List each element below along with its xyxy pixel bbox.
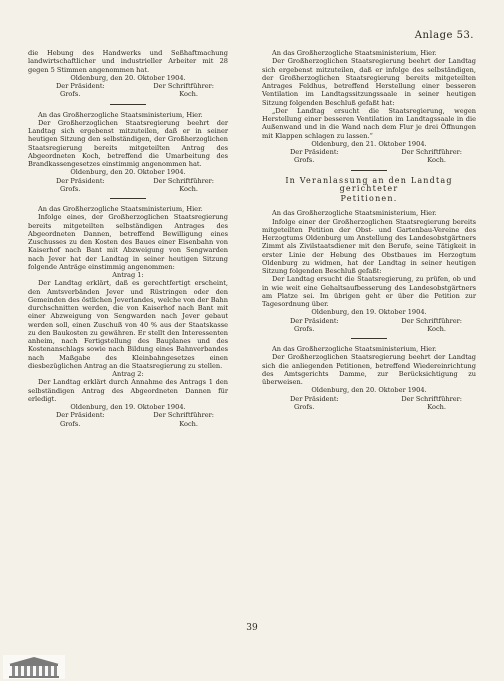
date-line: Oldenburg, den 19. Oktober 1904.: [70, 403, 186, 411]
signature-titles: [28, 411, 228, 419]
left-intro-paragraph: die Hebung des Handwerks und Seßhaftmachung landwirtschaftlicher und industrieller Arbeiter mit 28 gegen 5 Stimmen angenommen hat.: [28, 49, 228, 74]
date-line: Oldenburg, den 21. Oktober 1904.: [311, 139, 427, 148]
library-building-logo: [3, 655, 65, 679]
signature-names: [262, 325, 476, 333]
date-line: Oldenburg, den 20. Oktober 1904.: [70, 168, 186, 177]
secretary-name: Koch.: [427, 402, 446, 411]
letter-body: Der Großherzoglichen Staatsregierung beehrt der Landtag sich die anliegenden Petitionen, betreffend Wiedereinrichtung des Amtsgerichts Damme, zur Berücksichtigung zu überweisen.: [262, 353, 476, 386]
secretary-title: Der Schriftführer:: [401, 148, 462, 156]
date-line: Oldenburg, den 19. Oktober 1904.: [311, 308, 427, 317]
address-line: An das Großherzogliche Staatsministerium, Hier.: [272, 49, 437, 57]
section-divider: [351, 170, 387, 171]
secretary-name: Koch.: [427, 156, 446, 165]
motion-title: Antrag 1:: [112, 271, 144, 279]
section-heading: In Veranlassung an den Landtag gerichteter: [285, 175, 453, 193]
letter-body: Infolge einer der Großherzoglichen Staatsregierung bereits mitgeteilten Petition der Obst- und Gartenbau-Vereine des Herzogtums Oldenburg um Anstellung des Landesobstgärtners Zimmt als Zivilstaatsdiener mit den Berufe, seine Tätigkeit in erster Linie der Hebung des Obstbaues im Herzogtum Oldenburg zu widmen, hat der Landtag in seiner heutigen Sitzung folgenden Beschluß gefaßt:: [262, 217, 476, 275]
address-line: An das Großherzogliche Staatsministerium, Hier.: [272, 209, 437, 218]
president-name: Grofs.: [294, 156, 315, 165]
section-heading-petitions: Petitionen.: [340, 194, 398, 203]
president-name: Grofs.: [294, 402, 315, 411]
section-divider: [110, 198, 146, 199]
signature-titles: [262, 148, 476, 156]
section-divider: [110, 104, 146, 105]
section-divider: [351, 338, 387, 339]
signature-names: [28, 90, 228, 98]
resolution-quote: Der Landtag ersucht die Staatsregierung, zu prüfen, ob und in wie weit eine Gehaltsaufbesserung des Landesobstgärtners am Platze sei. Im übrigen geht er über die Petition zur Tagesordnung über.: [262, 275, 476, 308]
secretary-title: Der Schriftführer:: [153, 82, 214, 90]
signature-names: [28, 420, 228, 428]
page-number: 39: [246, 623, 258, 633]
secretary-name: Koch.: [179, 184, 198, 193]
signature-names: [28, 185, 228, 193]
secretary-title: Der Schriftführer:: [153, 176, 214, 185]
signature-titles: [28, 177, 228, 185]
secretary-title: Der Schriftführer:: [401, 394, 462, 403]
president-title: Der Präsident:: [290, 394, 339, 403]
secretary-name: Koch.: [427, 324, 446, 333]
right-column: [262, 49, 476, 411]
signature-titles: [262, 395, 476, 403]
resolution-quote: „Der Landtag ersucht die Staatsregierung, wegen Herstellung einer besseren Ventilation im Landtagssaale in die Außenwand und in die Wand nach dem Flur je drei Öffnungen mit Klappen schlagen zu lassen.“: [262, 106, 476, 140]
president-name: Grofs.: [60, 419, 81, 428]
letter-body: Der Großherzoglichen Staatsregierung beehrt der Landtag sich ergebenst mitzuteilen, daß er in seiner heutigen Sitzung den selbständigen, der Großherzoglichen Staatsregierung bereits mitgeteilten Antrag des Abgeordneten Koch, betreffend die Umarbeitung des Brandkassengesetzes einstimmig angenommen hat.: [28, 118, 228, 168]
president-title: Der Präsident:: [56, 82, 105, 90]
date-line: Oldenburg, den 20. Oktober 1904.: [70, 73, 186, 82]
motion-text: Der Landtag erklärt durch Annahme des Antrags 1 den selbständigen Antrag des Abgeordneten Dannen für erledigt.: [28, 378, 228, 403]
secretary-title: Der Schriftführer:: [153, 411, 214, 420]
annex-label: Anlage 53.: [414, 30, 474, 41]
president-name: Grofs.: [60, 184, 81, 193]
president-title: Der Präsident:: [290, 148, 339, 156]
secretary-name: Koch.: [179, 419, 198, 428]
signature-titles: [262, 317, 476, 325]
date-line: Oldenburg, den 20. Oktober 1904.: [311, 386, 427, 395]
signature-names: [262, 403, 476, 411]
president-name: Grofs.: [60, 90, 81, 99]
signature-titles: [28, 82, 228, 90]
secretary-title: Der Schriftführer:: [401, 316, 462, 325]
address-line: An das Großherzogliche Staatsministerium, Hier.: [272, 345, 437, 353]
motion-text: Der Landtag erklärt, daß es gerechtfertigt erscheint, den Amtsverbänden Jever und Rüstringen oder den Gemeinden des östlichen Jeverlandes, welche von der Bahn durchschnitten werden, die von Kaiserhof nach Bant mit einer Abzweigung von Sengwarden nach Jever gebaut werden soll, einen Zuschuß von 40 % aus der Staatskasse zu den Baukosten zu gewähren. Er stellt den Interessenten anheim, nach Fertigstellung des Bauplanes und des Kostenanschlags sowie nach Bildung eines Bahnverbandes nach Maßgabe des Kleinbahngesetzes einen diesbezüglichen Antrag an die Staatsregierung zu stellen.: [28, 279, 228, 370]
president-title: Der Präsident:: [56, 411, 105, 420]
address-line: An das Großherzogliche Staatsministerium, Hier.: [38, 110, 203, 119]
left-column: [28, 49, 228, 428]
signature-names: [262, 156, 476, 164]
letter-body: Der Großherzoglichen Staatsregierung beehrt der Landtag sich ergebenst mitzuteilen, daß er infolge des selbständigen, der Großherzoglichen Staatsregierung bereits mitgeteilten Antrages Feldhus, betreffend Herstellung einer besseren Ventilation im Landtagssitzungssaale in seiner heutigen Sitzung folgenden Beschluß gefaßt hat:: [262, 57, 476, 107]
secretary-name: Koch.: [179, 90, 198, 99]
letter-body: Infolge eines, der Großherzoglichen Staatsregierung bereits mitgeteilten selbständigen Antrages des Abgeordneten Dannen, betreffend Bewilligung eines Zuschusses zu den Kosten des Baues einer Eisenbahn von Kaiserhof nach Bant mit Abzweigung von Sengwarden nach Jever hat der Landtag in seiner heutigen Sitzung folgende Anträge einstimmig angenommen:: [28, 213, 228, 271]
address-line: An das Großherzogliche Staatsministerium, Hier.: [38, 205, 203, 213]
president-name: Grofs.: [294, 324, 315, 333]
president-title: Der Präsident:: [56, 176, 105, 185]
president-title: Der Präsident:: [290, 316, 339, 325]
motion-title: Antrag 2:: [112, 370, 144, 378]
